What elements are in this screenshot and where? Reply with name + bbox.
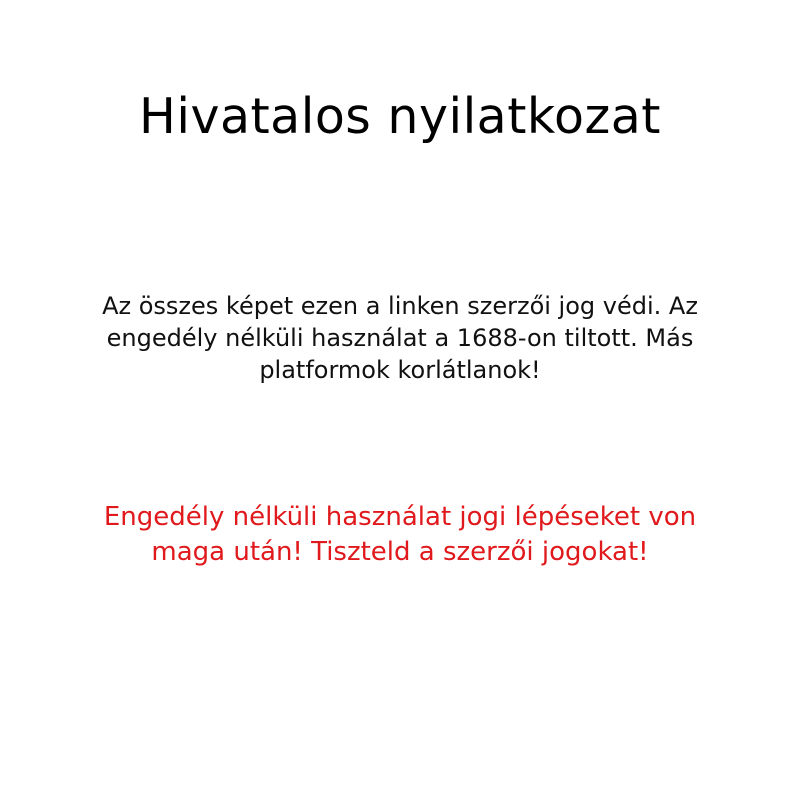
copyright-statement: [70, 290, 730, 386]
warning-line: maga után! Tiszteld a szerzői jogokat!: [151, 537, 649, 567]
statement-line: engedély nélküli használat a 1688-on tiltott. Más: [106, 324, 694, 352]
statement-line: platformok korlátlanok!: [259, 356, 541, 384]
statement-line: Az összes képet ezen a linken szerzői jog védi. Az: [102, 292, 698, 320]
warning-line: Engedély nélküli használat jogi lépéseket von: [103, 502, 697, 532]
legal-warning: [50, 500, 750, 570]
page-title: Hivatalos nyilatkozat: [138, 88, 661, 145]
